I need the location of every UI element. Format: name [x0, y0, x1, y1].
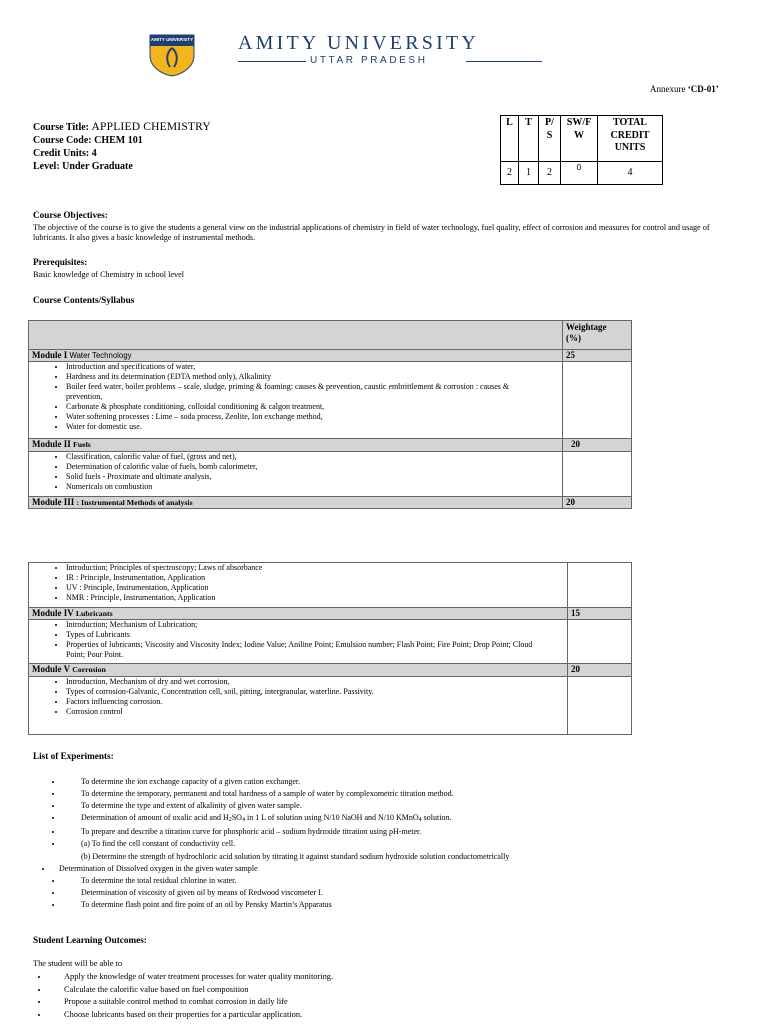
list-item: • To prepare and describe a titration curve for phosphoric acid – sodium hydroxide titration using pH-meter. [63, 826, 723, 838]
campus-name: UTTAR PRADESH [310, 55, 428, 66]
objectives-heading: Course Objectives: [33, 210, 108, 220]
module-topics [29, 563, 567, 603]
module-row [29, 439, 632, 451]
credit-units: 4 [91, 148, 97, 159]
module-name: Module IV [32, 608, 74, 618]
list-item: • Water softening processes : Lime – soda process, Zeolite, Ion exchange method, [66, 412, 562, 422]
module-topics [29, 452, 562, 492]
list-item: • To determine flash point and fire point of an oil by Pensky Martin’s Apparatus [63, 899, 723, 911]
module-row [29, 350, 632, 362]
module-weight: 20 [563, 496, 632, 508]
annexure-code: ‘CD-01’ [687, 84, 719, 94]
module-weight: 20 [563, 439, 632, 451]
list-item: • Carbonate & phosphate conditioning, colloidal conditioning & calgon treatment, [66, 402, 562, 412]
ltp-value-p: 2 [539, 162, 561, 185]
module-weight: 20 [568, 664, 632, 676]
course-code: CHEM 101 [94, 135, 143, 146]
list-item: • Calculate the calorific value based on fuel composition [49, 984, 709, 997]
module-row [29, 496, 632, 508]
syllabus-table-1 [28, 320, 632, 509]
module-title: Water Technology [69, 351, 132, 360]
list-item: • Water for domestic use. [66, 422, 562, 432]
list-item: • UV : Principle, Instrumentation, Application [66, 583, 567, 593]
module-topics [29, 362, 562, 432]
list-item: • To determine the type and extent of alkalinity of given water sample. [63, 800, 723, 812]
list-item: • Introduction; Principles of spectroscopy; Laws of absorbance [66, 563, 567, 573]
list-item: • Choose lubricants based on their properties for a particular application. [49, 1009, 709, 1022]
experiments-heading: List of Experiments: [33, 751, 114, 761]
list-item: • Types of corrosion-Galvanic, Concentration cell, soil, pitting, intergranular, waterline. Passivity. [66, 687, 567, 697]
module-title: Lubricants [75, 609, 113, 618]
prerequisites-heading: Prerequisites: [33, 257, 88, 267]
module-title: : Instrumental Methods of analysis [76, 497, 193, 507]
list-item: • IR : Principle, Instrumentation, Application [66, 573, 567, 583]
module-row [29, 664, 632, 676]
ltp-header-l: L [501, 116, 519, 162]
ltp-header-sw: SW/F W [561, 116, 598, 162]
campus-rule-left [238, 61, 306, 62]
list-item: • Properties of lubricants; Viscosity and Viscosity Index; Iodine Value; Aniline Point; Emulsion number; Flash Point; Fire Point; Drop Point; Cloud Point; Pour Point. [66, 640, 567, 660]
list-item: • Introduction and specifications of water, [66, 362, 562, 372]
list-item: • Boiler feed water, boiler problems – scale, sludge, priming & foaming: causes & prevention, caustic embrittlement & corrosion : causes & prevention, [66, 382, 562, 402]
outcomes-list [36, 971, 709, 1021]
outcomes-intro: The student will be able to [33, 959, 123, 968]
module-name: Module V [32, 664, 70, 675]
university-name: AMITY UNIVERSITY [238, 32, 479, 54]
module-weight: 25 [563, 350, 632, 362]
ltp-value-total: 4 [598, 162, 663, 185]
prerequisites-text: Basic knowledge of Chemistry in school level [33, 270, 184, 279]
module-name: Module III [32, 496, 75, 507]
syllabus-table-2 [28, 562, 632, 735]
title-label: Course Title: [33, 122, 90, 133]
ltp-value-l: 2 [501, 162, 519, 185]
list-item: • Determination of Dissolved oxygen in the given water sample [53, 863, 723, 875]
logo-text: AMITY UNIVERSITY [150, 37, 194, 42]
ltp-header-t: T [519, 116, 539, 162]
code-label: Course Code: [33, 135, 92, 146]
module-topics [29, 620, 567, 660]
experiment-part-a: • (a) To find the cell constant of conductivity cell. [81, 839, 236, 849]
module-name: Module II [32, 439, 71, 450]
list-item: • Corrosion control [66, 707, 567, 717]
experiment-part-b: (b) Determine the strength of hydrochloric acid solution by titrating it against standard sodium hydroxide solution conductometrically [81, 851, 510, 861]
header-cell [29, 321, 563, 350]
list-item [63, 838, 723, 862]
campus-rule-right [466, 61, 542, 62]
module-row [29, 608, 632, 620]
list-item: • Determination of viscosity of given oil by means of Redwood viscometer I. [63, 887, 723, 899]
list-item: • To determine the temporary, permanent and total hardness of a sample of water by complexometric titration method. [63, 788, 723, 800]
experiments-list [50, 776, 723, 911]
module-title: Corrosion [72, 665, 106, 675]
list-item: • Hardness and its determination (EDTA method only), Alkalinity [66, 372, 562, 382]
list-item: • NMR : Principle, Instrumentation, Application [66, 593, 567, 603]
module-weight: 15 [568, 608, 632, 620]
course-level: Under Graduate [62, 161, 133, 172]
annexure [650, 84, 719, 95]
credit-label: Credit Units: [33, 148, 90, 159]
list-item: • Solid fuels - Proximate and ultimate analysis, [66, 472, 562, 482]
ltp-header-p: P/ S [539, 116, 561, 162]
list-item: • Classification, calorific value of fuel, (gross and net), [66, 452, 562, 462]
list-item: • Numericals on combustion [66, 482, 562, 492]
module-name: Module I [32, 350, 68, 360]
annexure-label: Annexure [650, 84, 686, 94]
course-info [33, 121, 211, 173]
objectives-text: The objective of the course is to give the students a general view on the industrial applications of chemistry in field of water technology, fuel quality, effect of corrosion and measures for control and usage of lubricants. It also gives a basic knowledge of instrumental methods. [33, 223, 710, 243]
ltp-header-total: TOTAL CREDIT UNITS [598, 116, 663, 162]
list-item: • Introduction, Mechanism of dry and wet corrosion, [66, 677, 567, 687]
list-item: • Determination of amount of oxalic acid and H2SO4 in 1 L of solution using N/10 NaOH and N/10 KMnO4 solution. [63, 812, 723, 826]
ltp-value-t: 1 [519, 162, 539, 185]
list-item: • Propose a suitable control method to combat corrosion in daily life [49, 996, 709, 1009]
list-item: • Apply the knowledge of water treatment processes for water quality monitoring. [49, 971, 709, 984]
outcomes-heading: Student Learning Outcomes: [33, 935, 147, 945]
list-item: • Determination of calorific value of fuels, bomb calorimeter, [66, 462, 562, 472]
list-item: • Types of Lubricants [66, 630, 567, 640]
credit-table [500, 115, 663, 185]
module-title: Fuels [73, 440, 91, 450]
level-label: Level: [33, 161, 60, 172]
module-topics [29, 677, 567, 717]
contents-heading: Course Contents/Syllabus [33, 295, 135, 305]
weightage-header: Weightage (%) [563, 321, 632, 350]
course-title: APPLIED CHEMISTRY [91, 121, 211, 133]
list-item: • Introduction; Mechanism of Lubrication; [66, 620, 567, 630]
list-item: • To determine the ion exchange capacity of a given cation exchanger. [63, 776, 723, 788]
list-item: • Factors influencing corrosion. [66, 697, 567, 707]
list-item: • To determine the total residual chlorine in water. [63, 875, 723, 887]
ltp-value-sw: 0 [561, 162, 598, 185]
